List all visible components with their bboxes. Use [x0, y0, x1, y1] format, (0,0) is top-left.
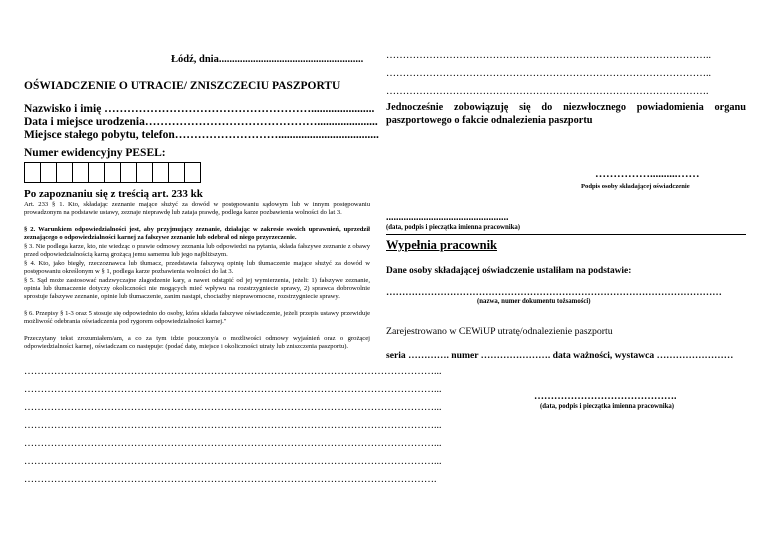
pesel-cell[interactable] — [168, 162, 185, 183]
address-line[interactable]: …………………………………………………………………………………….. — [386, 68, 711, 79]
declaration-text: Przeczytany tekst zrozumiałem/am, a co za tym idzie pouczony/a o możliwości odmowy wyjaśnień oraz o grożącej odpowiedzialności karnej, oświadczam co następuje: (podać datę, miejsce i okoliczności utraty lub zniszczenia paszportu). — [24, 335, 370, 351]
pesel-cell[interactable] — [184, 162, 201, 183]
pesel-cell[interactable] — [24, 162, 41, 183]
employee-heading: Wypełnia pracownik — [386, 238, 498, 252]
pesel-boxes[interactable] — [24, 162, 200, 183]
pesel-cell[interactable] — [152, 162, 169, 183]
signature-dots[interactable]: ……………..........…… — [595, 168, 700, 180]
address-line[interactable]: ……………………………………………………………………………………. — [386, 86, 709, 97]
pesel-cell[interactable] — [40, 162, 57, 183]
pesel-cell[interactable] — [104, 162, 121, 183]
blank-line[interactable]: ……………………………………………………………………………………………………………... — [24, 402, 442, 413]
id-document-dots[interactable]: …………………………………………………………………………………………… — [386, 287, 722, 298]
pesel-cell[interactable] — [88, 162, 105, 183]
field-birth: Data i miejsce urodzenia………………………………………..................... — [24, 116, 378, 128]
law-paragraph-6: § 6. Przepisy § 1-3 oraz 5 stosuje się odpowiednio do osoby, która składa fałszywe oświadczenie, jeżeli przepis ustawy przewiduje możliwość odebrania oświadczenia pod rygorem odpowiedzialności karnej." — [24, 310, 370, 326]
divider — [386, 234, 746, 235]
address-line[interactable]: …………………………………………………………………………………….. — [386, 50, 711, 61]
pesel-cell[interactable] — [56, 162, 73, 183]
blank-line[interactable]: ……………………………………………………………………………………………………………... — [24, 438, 442, 449]
signature-label: Podpis osoby składającej oświadczenie — [581, 183, 690, 190]
stamp-dots[interactable]: ................................................. — [386, 212, 509, 223]
blank-line[interactable]: ……………………………………………………………………………………………………………... — [24, 456, 442, 467]
stamp-label: (data, podpis i pieczątka imienna pracownika) — [386, 224, 521, 231]
id-document-label: (nazwa, numer dokumentu tożsamości) — [477, 298, 591, 305]
pesel-cell[interactable] — [136, 162, 153, 183]
employee-data-text: Dane osoby składającej oświadczenie ustaliłam na podstawie: — [386, 266, 632, 276]
blank-line[interactable]: ……………………………………………………………………………………………………………... — [24, 384, 442, 395]
pesel-label: Numer ewidencyjny PESEL: — [24, 147, 166, 159]
form-title: OŚWIADCZENIE O UTRACIE/ ZNISZCZECIU PASZPORTU — [24, 80, 341, 92]
final-signature-dots[interactable]: ……………………………………. — [534, 391, 677, 402]
final-signature-label: (data, podpis i pieczątka imienna pracownika) — [540, 403, 675, 410]
field-address: Miejsce stałego pobytu, telefon………………………................................... — [24, 129, 379, 141]
blank-line[interactable]: ……………………………………………………………………………………………………………... — [24, 420, 442, 431]
law-heading: Po zapoznaniu się z treścią art. 233 kk — [24, 188, 203, 200]
commitment-text: Jednocześnie zobowiązuję się do niezwłocznego powiadomienia organu paszportowego o fakcie odnalezienia paszportu — [386, 102, 746, 126]
pesel-cell[interactable] — [72, 162, 89, 183]
registered-text: Zarejestrowano w CEWiUP utratę/odnalezienie paszportu — [386, 326, 613, 337]
law-paragraph-4: § 4. Kto, jako biegły, rzeczoznawca lub tłumacz, przedstawia fałszywą opinię lub tłumaczenie mające służyć za dowód w postępowaniu określonym w § 1, podlega karze pozbawienia wolności do lat 3. — [24, 260, 370, 276]
law-paragraph-1: Art. 233 § 1. Kto, składając zeznanie mające służyć za dowód w postępowaniu sądowym lub w innym postępowaniu prowadzonym na podstawie ustawy, zeznaje nieprawdę lub zataja prawdę, podlega karze pozbawienia wolności do lat 3. — [24, 201, 370, 217]
law-paragraph-3: § 3. Nie podlega karze, kto, nie wiedząc o prawie odmowy zeznania lub odpowiedzi na pytania, składa fałszywe zeznanie z obawy przed odpowiedzialnością karną grożącą jemu samemu lub jego najbliższym. — [24, 243, 370, 259]
series-line[interactable]: seria …………. numer …………………. data ważności, wystawca …………………… — [386, 350, 734, 361]
blank-line[interactable]: ……………………………………………………………………………………………………………. — [24, 474, 437, 485]
law-paragraph-2: § 2. Warunkiem odpowiedzialności jest, aby przyjmujący zeznanie, działając w zakresie swoich uprawnień, uprzedził zeznającego o odpowiedzialności karnej za fałszywe zeznanie lub odebrał od niego przyrzeczenie. — [24, 226, 370, 242]
pesel-cell[interactable] — [120, 162, 137, 183]
law-paragraph-5: § 5. Sąd może zastosować nadzwyczajne złagodzenie kary, a nawet odstąpić od jej wymierzenia, jeżeli: 1) fałszywe zeznanie, opinia lub tłumaczenie dotyczy okoliczności nie mogących mieć wpływu na rozstrzygniecie sprawy, 2) sprawca dobrowolnie sprostuje fałszywe zeznanie, opinie lub tłumaczenie, zanim nastąpi, chociażby nieprawomocne, rozstrzygniecie sprawy. — [24, 277, 370, 301]
field-name: Nazwisko i imię ………………………………………………...................... — [24, 103, 375, 115]
blank-line[interactable]: ……………………………………………………………………………………………………………... — [24, 366, 442, 377]
city-date: Łódź, dnia....................................................... — [171, 54, 364, 65]
